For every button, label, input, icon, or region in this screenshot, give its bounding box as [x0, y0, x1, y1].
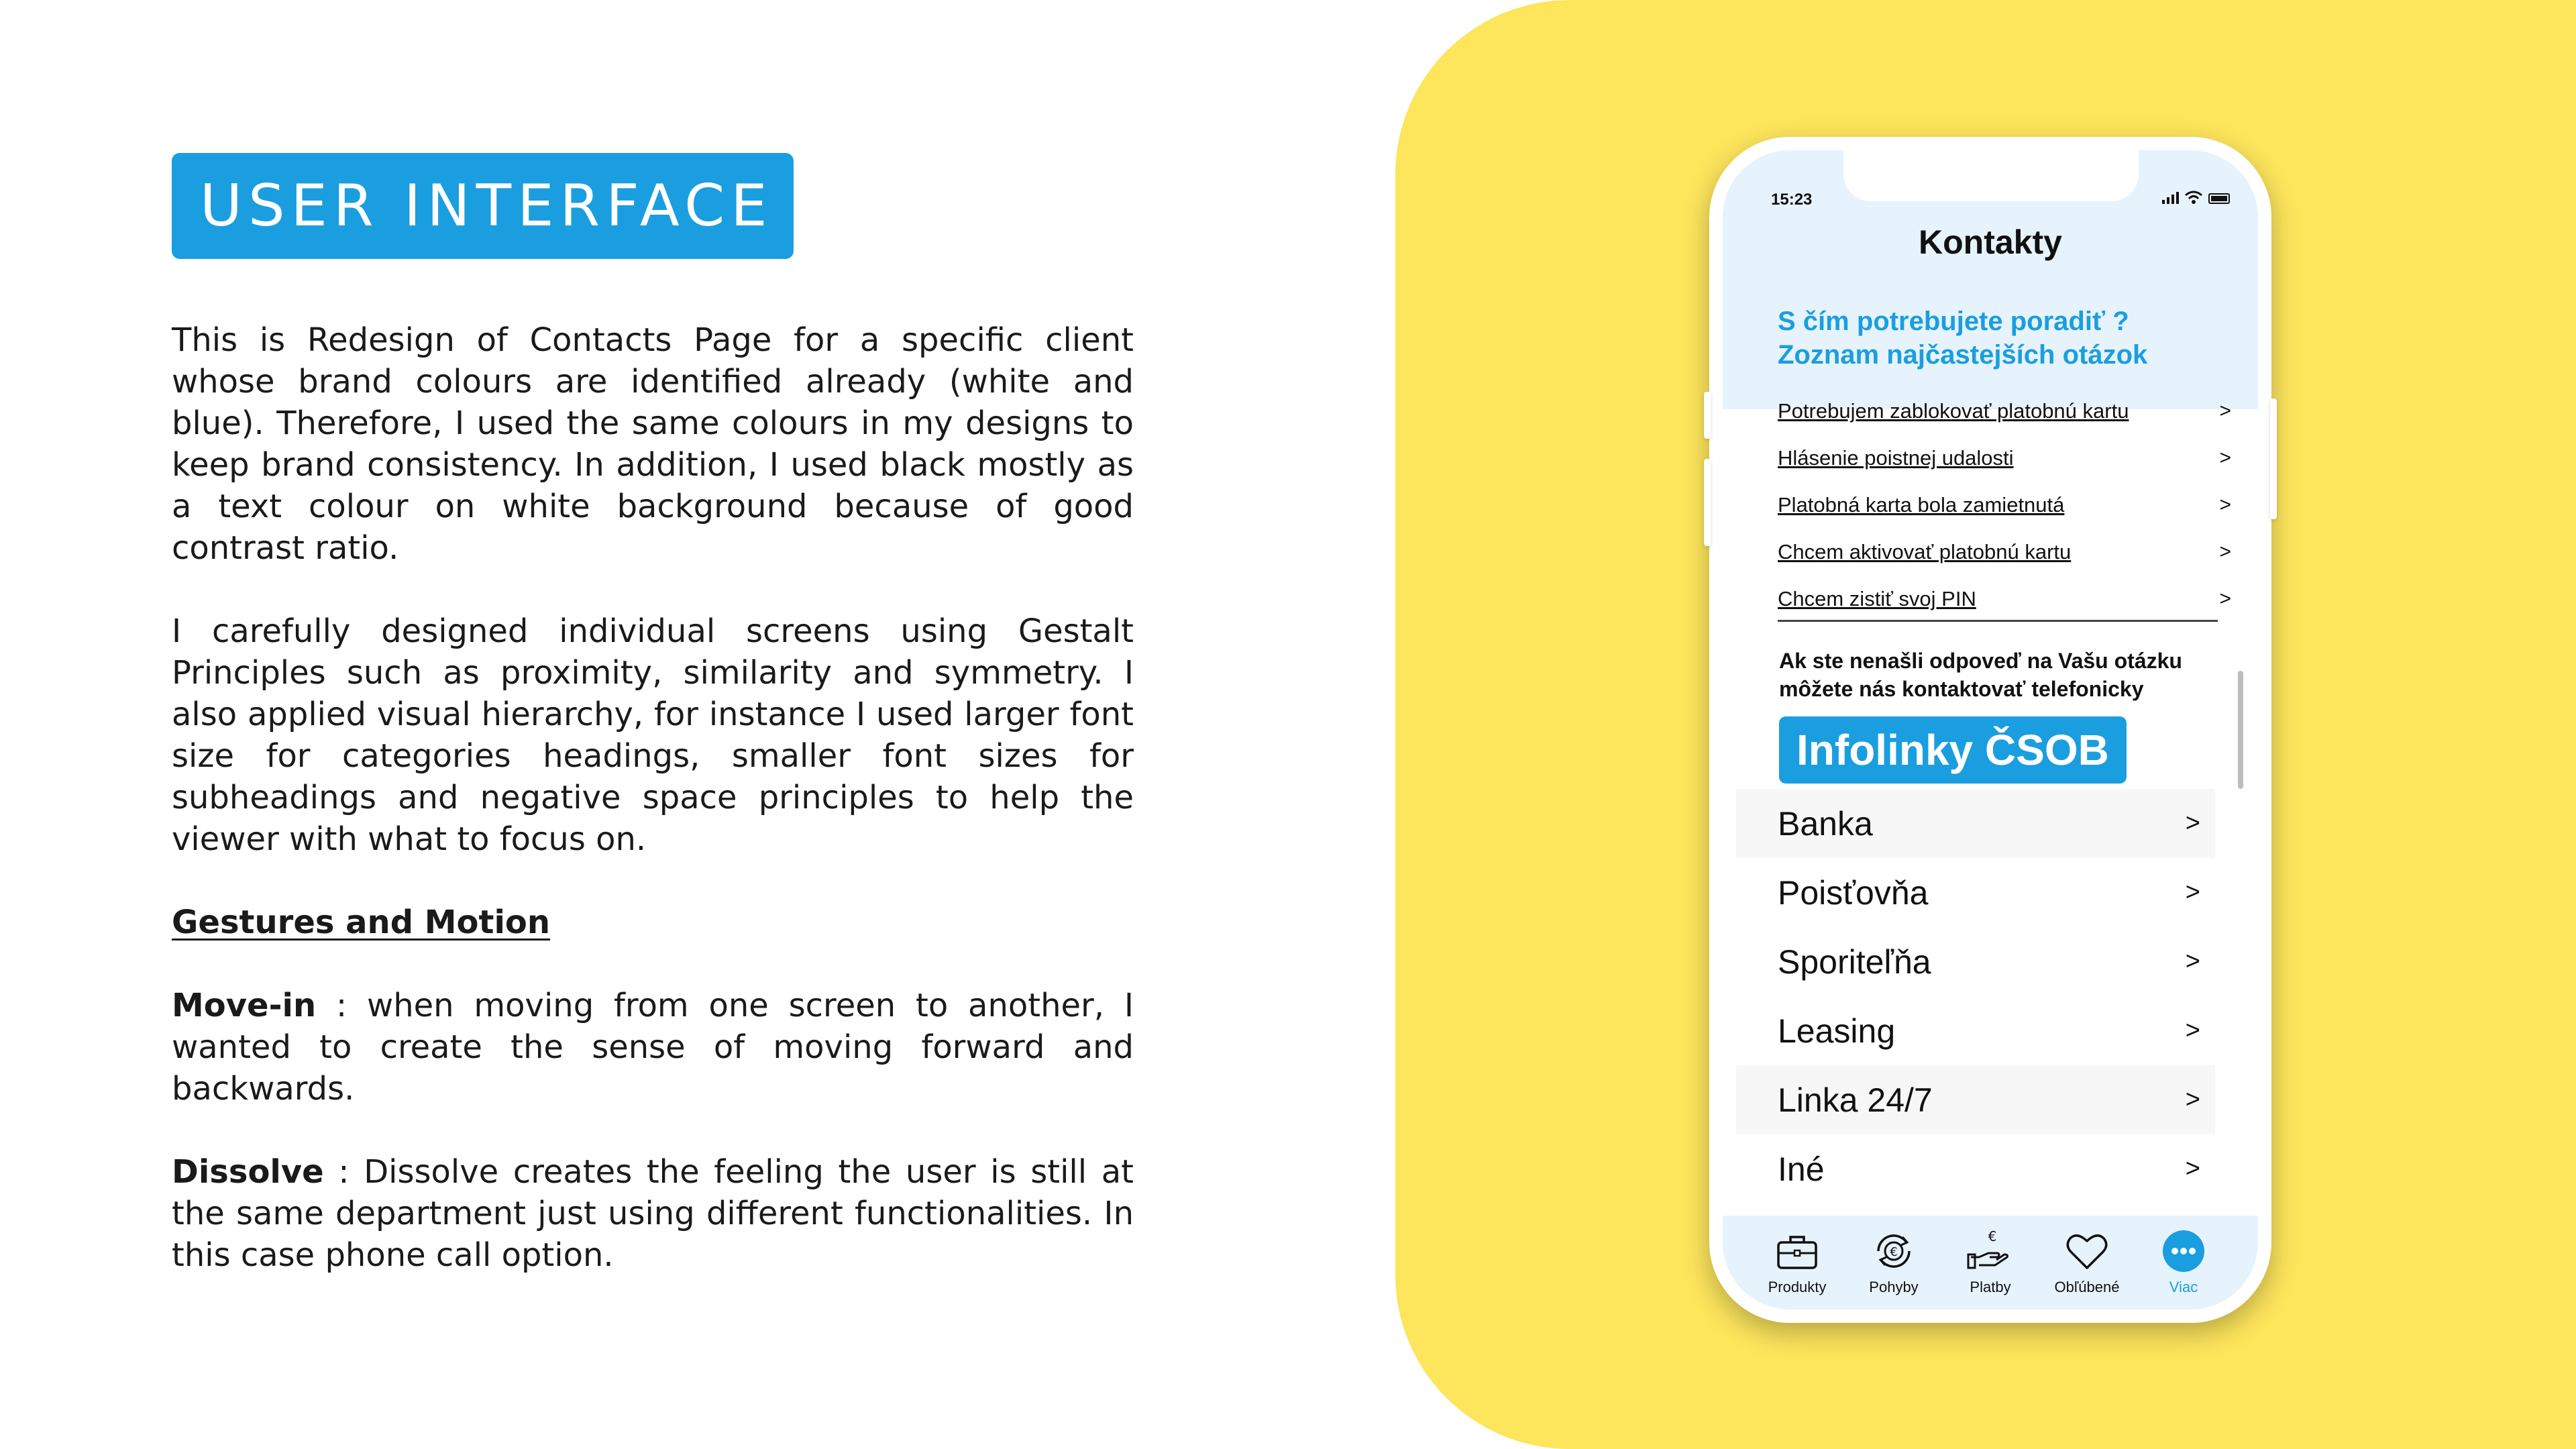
- contact-item-label: Banka: [1778, 804, 1873, 843]
- faq-item[interactable]: [1778, 435, 2234, 482]
- movein-text: : when moving from one screen to another, I wanted to create the sense of moving forward and backwards.: [172, 987, 1134, 1108]
- help-text: [1779, 647, 2235, 703]
- tab-label: Produkty: [1768, 1279, 1827, 1295]
- tab-label: Pohyby: [1869, 1279, 1919, 1295]
- scrollbar[interactable]: [2238, 671, 2243, 789]
- chevron-right-icon: >: [2219, 447, 2231, 469]
- chevron-right-icon: >: [2219, 588, 2231, 610]
- contact-item-label: Sporiteľňa: [1778, 943, 1931, 981]
- tab-platby[interactable]: [1947, 1216, 2034, 1309]
- infolinky-heading: Infolinky ČSOB: [1779, 716, 2127, 784]
- tab-label: Platby: [1970, 1279, 2011, 1295]
- chevron-right-icon: >: [2185, 878, 2200, 906]
- tab-label: Viac: [2169, 1279, 2198, 1295]
- faq-item-label: Chcem aktivovať platobnú kartu: [1778, 540, 2072, 564]
- faq-heading-line-1: S čím potrebujete poradiť ?: [1778, 307, 2129, 336]
- faq-item[interactable]: [1778, 388, 2234, 435]
- tab-viac[interactable]: [2140, 1216, 2227, 1309]
- page-title: Kontakty: [1919, 223, 2062, 261]
- faq-item[interactable]: [1778, 576, 2234, 623]
- contact-list: [1736, 789, 2215, 1203]
- movein-paragraph: [172, 985, 1134, 1110]
- svg-text:€: €: [1988, 1228, 1997, 1244]
- dissolve-label: Dissolve: [172, 1153, 324, 1191]
- phone-volume-button: [1704, 459, 1711, 546]
- dissolve-text: : Dissolve creates the feeling the user is still at the same department just using different functionalities. In this case phone call option.: [172, 1153, 1134, 1274]
- bottom-tab-bar: [1723, 1216, 2258, 1309]
- status-icons: [2162, 191, 2230, 204]
- contact-item-label: Poisťovňa: [1778, 873, 1929, 912]
- faq-heading: [1778, 305, 2234, 372]
- chevron-right-icon: >: [2219, 494, 2231, 516]
- contact-item-leasing[interactable]: [1736, 996, 2215, 1065]
- faq-item-label: Platobná karta bola zamietnutá: [1778, 493, 2065, 517]
- tab-produkty[interactable]: [1754, 1216, 1841, 1309]
- description-text: [172, 319, 1134, 1276]
- chevron-right-icon: >: [2219, 541, 2231, 563]
- chevron-right-icon: >: [2185, 947, 2200, 975]
- phone-notch: [1843, 150, 2139, 201]
- tab-pohyby[interactable]: [1850, 1216, 1937, 1309]
- tab-oblubene[interactable]: [2043, 1216, 2131, 1309]
- phone-mockup: [1709, 137, 2271, 1323]
- section-title-badge: USER INTERFACE: [172, 153, 794, 259]
- status-time: 15:23: [1771, 191, 1813, 209]
- dissolve-paragraph: [172, 1151, 1134, 1276]
- battery-icon: [2208, 193, 2230, 204]
- help-text-line-1: Ak ste nenašli odpoveď na Vašu otázku: [1779, 649, 2182, 673]
- contact-item-label: Linka 24/7: [1778, 1081, 1933, 1119]
- phone-screen: [1723, 150, 2258, 1309]
- hand-euro-icon: [1966, 1228, 2015, 1275]
- briefcase-icon: [1772, 1228, 1822, 1275]
- movein-label: Move-in: [172, 987, 317, 1024]
- more-dots-icon: [2159, 1228, 2208, 1275]
- contact-item-poistovna[interactable]: [1736, 858, 2215, 927]
- chevron-right-icon: >: [2185, 1155, 2200, 1183]
- heart-icon: [2062, 1228, 2112, 1275]
- help-text-line-2: môžete nás kontaktovať telefonicky: [1779, 677, 2144, 701]
- description-paragraph-2: I carefully designed individual screens using Gestalt Principles such as proximity, similarity and symmetry. I also applied visual hierarchy, for instance I used larger font size for categories headings, smaller font sizes for subheadings and negative space principles to help the viewer with what to focus on.: [172, 612, 1134, 858]
- signal-icon: [2162, 192, 2179, 204]
- chevron-right-icon: >: [2185, 1085, 2200, 1114]
- faq-item-label: Hlásenie poistnej udalosti: [1778, 446, 2014, 470]
- chevron-right-icon: >: [2185, 1016, 2200, 1044]
- svg-text:€: €: [1890, 1245, 1898, 1259]
- contact-item-banka[interactable]: [1736, 789, 2215, 858]
- contact-item-label: Leasing: [1778, 1012, 1896, 1050]
- chevron-right-icon: >: [2185, 809, 2200, 837]
- chevron-right-icon: >: [2219, 400, 2231, 422]
- phone-power-button: [2270, 398, 2277, 519]
- phone-side-button: [1704, 392, 1711, 439]
- faq-item-label: Chcem zistiť svoj PIN: [1778, 587, 1976, 610]
- contact-item-linka[interactable]: [1736, 1065, 2215, 1134]
- contact-item-label: Iné: [1778, 1150, 1825, 1188]
- faq-heading-line-2: Zoznam najčastejších otázok: [1778, 340, 2148, 370]
- faq-item-label: Potrebujem zablokovať platobnú kartu: [1778, 399, 2129, 423]
- faq-list: [1778, 388, 2234, 623]
- faq-item[interactable]: [1778, 529, 2234, 576]
- contact-item-ine[interactable]: [1736, 1134, 2215, 1203]
- gestures-subheading: Gestures and Motion: [172, 904, 551, 941]
- contact-item-sporitelna[interactable]: [1736, 927, 2215, 996]
- euro-cycle-icon: [1869, 1228, 1919, 1275]
- wifi-icon: [2184, 191, 2203, 204]
- description-paragraph-1: This is Redesign of Contacts Page for a specific client whose brand colours are identified already (white and blue). Therefore, I used the same colours in my designs to keep brand consistency. In addition, I used black mostly as a text colour on white background because of good contrast ratio.: [172, 321, 1134, 567]
- faq-item[interactable]: [1778, 482, 2234, 529]
- tab-label: Obľúbené: [2054, 1279, 2120, 1295]
- divider: [1778, 620, 2218, 622]
